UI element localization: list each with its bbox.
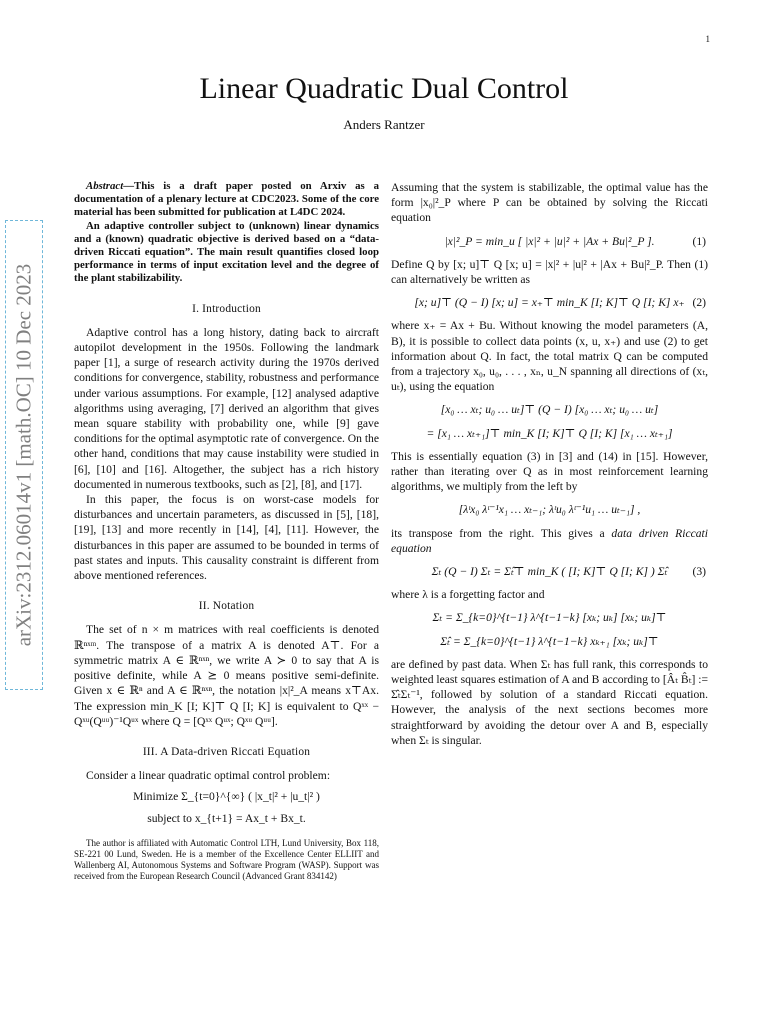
- minimize-equation: Minimize Σ_{t=0}^{∞} ( |x_t|² + |u_t|² ): [133, 790, 320, 804]
- notation-paragraph: The set of n × m matrices with real coefficients is denoted ℝⁿˣᵐ. The transpose of a matrix A is denoted A⊤. For a symmetric matrix A ∈ ℝⁿˣⁿ, we write A ≻ 0 to say that A is positive definite, while A ⪰ 0 means positive semi-definite. Given x ∈ ℝⁿ and A ∈ ℝⁿˣⁿ, the notation |x|²_A means x⊤Ax. The expression min_K [I; K]⊤ Q [I; K] is equivalent to Qˣˣ − Qˣᵘ(Qᵘᵘ)⁻¹Qᵘˣ where Q = [Qˣˣ Qᵘˣ; Qˣᵘ Qᵘᵘ].: [74, 623, 379, 728]
- equation-1-number: (1): [692, 234, 706, 248]
- trajectory-equation-line-1: [x₀ … xₜ; u₀ … uₜ]⊤ (Q − I) [x₀ … xₜ; u₀ … uₜ]: [440, 403, 659, 417]
- right-paragraph-6: where λ is a forgetting factor and: [391, 588, 545, 602]
- section-heading-notation: II. Notation: [198, 600, 255, 613]
- equation-3-number: (3): [692, 565, 706, 579]
- trajectory-equation-line-2: = [x₁ … xₜ₊₁]⊤ min_K [I; K]⊤ Q [I; K] [x₁ … xₜ₊₁]: [426, 426, 673, 440]
- author-footnote: The author is affiliated with Automatic Control LTH, Lund University, Box 118, SE-221 00 Lund, Sweden. He is a member of the Excellence Center ELLIIT and Wallenberg AI, Autonomous Systems and Software Program (WASP). Support was received from the European Research Council (Advanced Grant 834142): [74, 837, 379, 881]
- abstract-paragraph-1: [74, 180, 379, 220]
- intro-paragraph-2: In this paper, the focus is on worst-case models for disturbances and uncertain parameters, as discussed in [5], [18], [19], [13] and more recently in [14], [4], [11]. However, the disturbances in this paper are assumed to be bounded in terms of past states and inputs. This causality constraint is different from above mentioned references.: [74, 493, 379, 583]
- right-paragraph-5-text: its transpose from the right. This gives a: [391, 526, 612, 540]
- subject-to-equation: subject to x_{t+1} = Ax_t + Bx_t.: [147, 811, 306, 825]
- right-paragraph-1: Assuming that the system is stabilizable, the optimal value has the form |x₀|²_P where P can be obtained by solving the Riccati equation: [391, 181, 708, 225]
- equation-2: [391, 295, 708, 310]
- paper-title: Linear Quadratic Dual Control: [199, 72, 569, 105]
- paper-author: Anders Rantzer: [343, 117, 425, 132]
- equation-3: [391, 564, 708, 579]
- equation-3-body: Σₜ (Q − I) Σₜ = Σ̂ₜ⊤ min_K ( [I; K]⊤ Q [I; K] ) Σ̂ₜ: [431, 565, 668, 579]
- abstract-text-1: —This is a draft paper posted on Arxiv as a documentation of a plenary lecture at CDC2023. Some of the core material has been submitted for publication at L4DC 2024.: [74, 180, 379, 219]
- multiplier-matrix: [λᵗx₀ λᵗ⁻¹x₁ … xₜ₋₁; λᵗu₀ λᵗ⁻¹u₁ … uₜ₋₁] ,: [458, 503, 641, 517]
- equation-2-number: (2): [692, 296, 706, 310]
- section-heading-riccati: III. A Data-driven Riccati Equation: [142, 745, 311, 758]
- sigma-hat-definition: Σ̂ₜ = Σ_{k=0}^{t−1} λ^{t−1−k} xₖ₊₁ [xₖ; uₖ]⊤: [440, 634, 659, 648]
- abstract-paragraph-2: An adaptive controller subject to (unknown) linear dynamics and a (known) quadratic objective is derived based on a “data-driven Riccati equation”. The main result quantifies closed loop performance in terms of input excitation level and the degree of the plant stabilizability.: [74, 219, 379, 285]
- right-column: [391, 180, 708, 748]
- abstract-label: Abstract: [86, 180, 124, 192]
- data-driven-riccati-term: data driven Riccati equation: [391, 526, 708, 555]
- page-number: 1: [705, 34, 710, 44]
- left-column: [74, 180, 379, 882]
- riccati-paragraph: Consider a linear quadratic optimal control problem:: [86, 769, 331, 783]
- intro-paragraph-1: Adaptive control has a long history, dating back to aircraft autopilot development in the 1950s. Following the landmark paper [1], a surge of research activity during the 1970s derived conditions for convergence, stability, robustness and performance under various assumptions. For example, [12] analysed adaptive algorithms using averaging, [7] derived an algorithm that gives mean square stability with probability one, while [9] gave conditions for the optimal asymptotic rate of convergence. On the other hand, conditions that may cause instability were studied in [6], [10] and [16]. Altogether, the subject has a rich history documented in numerous textbooks, such as [2], [8], and [17].: [74, 325, 379, 491]
- right-paragraph-4: This is essentially equation (3) in [3] and (14) in [15]. However, rather than iterating over Q as in most reinforcement learning algorithms, we multiply from the left by: [391, 449, 708, 494]
- arxiv-stamp[interactable]: arXiv:2312.06014v1 [math.OC] 10 Dec 2023: [11, 263, 36, 647]
- right-paragraph-2: Define Q by [x; u]⊤ Q [x; u] = |x|² + |u|² + |Ax + Bu|²_P. Then (1) can alternatively be written as: [391, 257, 708, 287]
- right-paragraph-5: [391, 526, 708, 556]
- equation-2-body: [x; u]⊤ (Q − I) [x; u] = x₊⊤ min_K [I; K]⊤ Q [I; K] x₊: [414, 296, 685, 310]
- section-heading-introduction: I. Introduction: [192, 302, 261, 315]
- equation-1: [391, 234, 708, 249]
- right-paragraph-3: where x₊ = Ax + Bu. Without knowing the model parameters (A, B), it is possible to collect data points (x, u, x₊) and use (2) to get information about Q. In fact, the total matrix Q can be computed from a trajectory x₀, u₀, . . . , xₙ, u_N spanning all directions of (xₜ, uₜ), using the equation: [391, 319, 708, 394]
- equation-1-body: |x|²_P = min_u [ |x|² + |u|² + |Ax + Bu|²_P ].: [444, 234, 655, 248]
- right-paragraph-7: are defined by past data. When Σₜ has full rank, this corresponds to weighted least squares estimation of A and B according to [Âₜ B̂ₜ] := Σ̂ₜΣₜ⁻¹, followed by solution of a standard Riccati equation. However, the analysis of the next sections becomes more straightforward by avoiding the detour over A and B, especially when Σₜ is singular.: [391, 657, 708, 747]
- sigma-definition: Σₜ = Σ_{k=0}^{t−1} λ^{t−1−k} [xₖ; uₖ] [xₖ; uₖ]⊤: [432, 611, 667, 625]
